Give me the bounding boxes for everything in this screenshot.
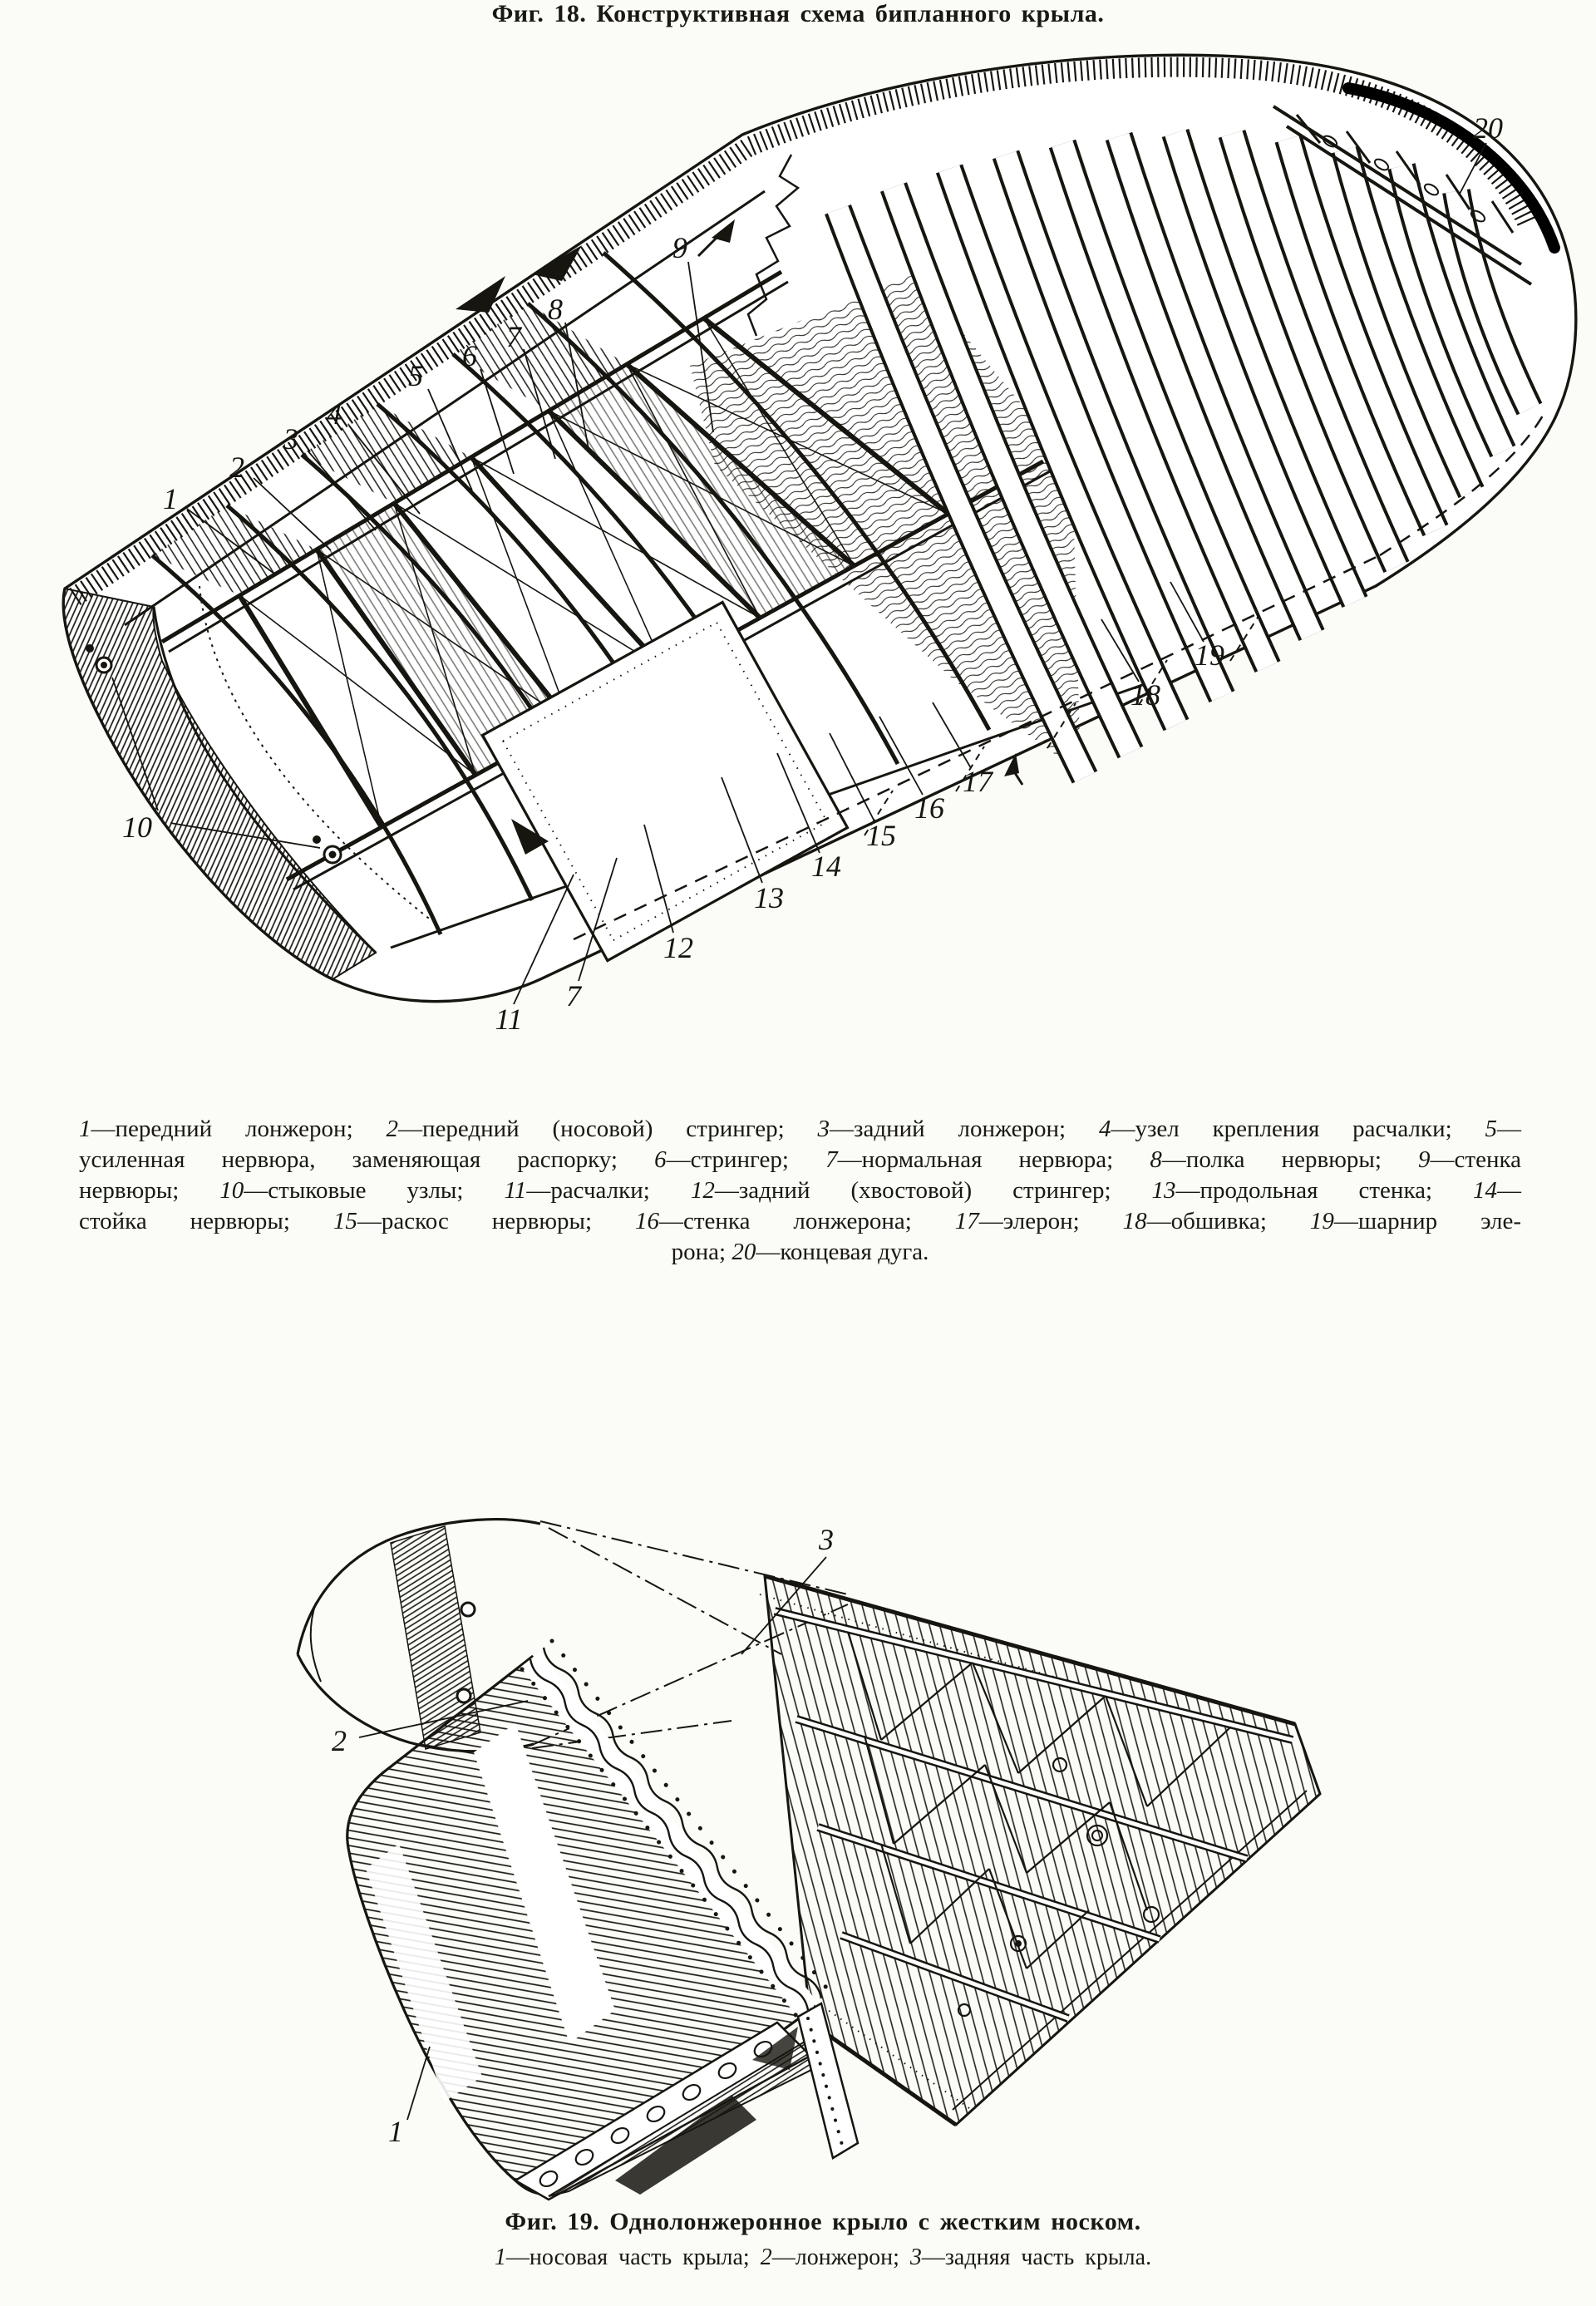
fig19-caption: Фиг. 19. Однолонжеронное крыло с жестким носком. — [505, 2208, 1141, 2235]
callout-2: 2 — [332, 1724, 347, 1757]
fig19-legend: 1—носовая часть крыла; 2—лонжерон; 3—задняя часть крыла. — [494, 2244, 1152, 2270]
callout-5: 5 — [408, 359, 423, 392]
fig18-legend-line-3: нервюры; 10—стыковые узлы; 11—расчалки; 12—задний (хвостовой) стрингер; 13—продольная стенка; 14— — [79, 1177, 1522, 1204]
callout-16: 16 — [914, 791, 944, 825]
callout-14: 14 — [811, 850, 841, 883]
callout-7b: 7 — [566, 979, 581, 1013]
callout-2: 2 — [229, 451, 244, 484]
callout-12: 12 — [663, 931, 693, 964]
figure-18-drawing — [0, 0, 1596, 1049]
callout-19: 19 — [1195, 638, 1224, 672]
fig18-caption: Фиг. 18. Конструктивная схема бипланного крыла. — [491, 0, 1105, 27]
callout-9: 9 — [672, 231, 687, 264]
fig18-legend-line-1: 1—передний лонжерон; 2—передний (носовой) стрингер; 3—задний лонжерон; 4—узел крепления расчалки; 5— — [79, 1116, 1521, 1142]
callout-13: 13 — [754, 881, 784, 914]
callout-10: 10 — [122, 811, 152, 844]
callout-15: 15 — [866, 819, 896, 852]
callout-3: 3 — [819, 1523, 834, 1556]
fig18-legend — [79, 1114, 1521, 1268]
callout-17: 17 — [963, 765, 993, 798]
callout-20: 20 — [1473, 111, 1503, 145]
callout-18: 18 — [1130, 678, 1160, 712]
callout-6: 6 — [462, 339, 477, 372]
fig18-legend-line-5: рона; 20—концевая дуга. — [671, 1239, 929, 1265]
callout-1: 1 — [163, 482, 178, 515]
fig18-legend-line-4: стойка нервюры; 15—раскос нервюры; 16—стенка лонжерона; 17—элерон; 18—обшивка; 19—шарнир эле- — [79, 1208, 1521, 1234]
callout-1: 1 — [388, 2115, 403, 2148]
callout-7: 7 — [506, 320, 521, 353]
callout-8: 8 — [548, 293, 563, 326]
callout-3: 3 — [283, 422, 298, 456]
callout-4: 4 — [327, 397, 342, 431]
figure-19-drawing — [266, 1478, 1347, 2203]
fig18-legend-line-2: усиленная нервюра, заменяющая распорку; 6—стрингер; 7—нормальная нервюра; 8—полка нервюры; 9—стенка — [79, 1146, 1522, 1173]
callout-11: 11 — [495, 1003, 523, 1036]
rear-wing-part — [760, 1576, 1320, 2125]
